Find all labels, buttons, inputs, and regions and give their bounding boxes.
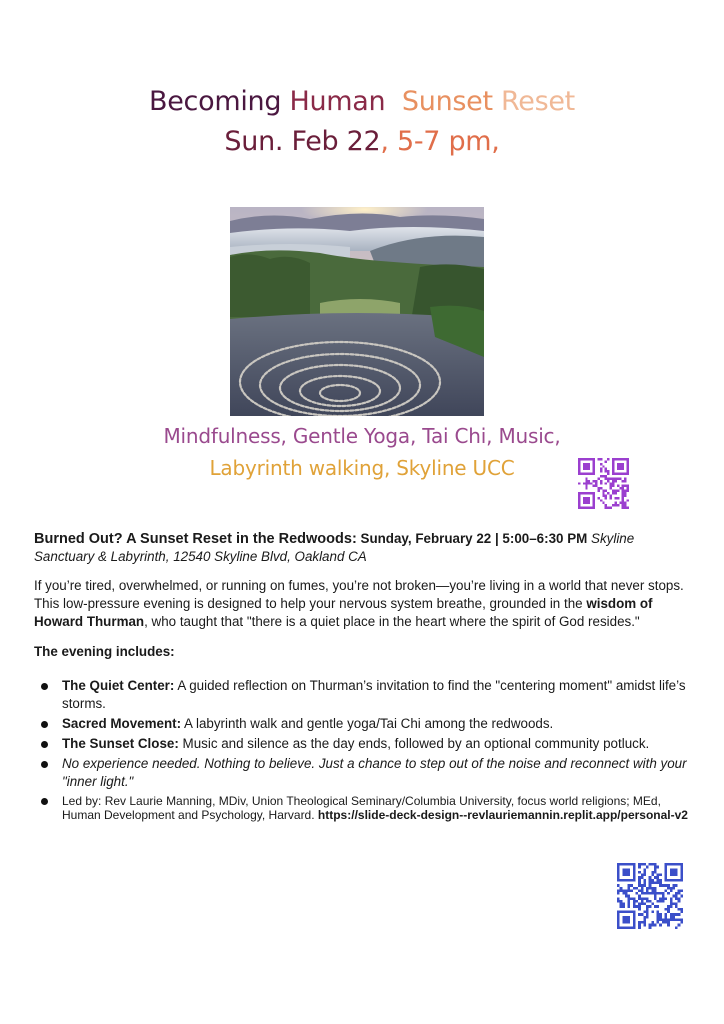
list-item-text: A guided reflection on Thurman’s invitation to find the "centering moment" amidst life’s storms. [62,678,686,711]
qr-code-icon[interactable] [578,458,629,509]
list-item [62,677,690,713]
activities-line: Mindfulness, Gentle Yoga, Tai Chi, Music, [163,424,561,448]
bullet-icon [41,721,48,728]
includes-heading: The evening includes: [34,644,175,659]
event-headline [34,530,690,566]
list-item [62,755,690,791]
page-title [0,86,724,117]
intro-part2: , who taught that "there is a quiet place in the heart where the spirit of God resides." [144,614,640,629]
list-item-text: No experience needed. Nothing to believe. Just a chance to step out of the noise and reconnect with your "inner light." [62,756,687,789]
date-part-day: Sun. Feb 22 [224,126,381,157]
location-line: Labyrinth walking, Skyline UCC [209,456,515,480]
led-by-text: Led by: Rev Laurie Manning, MDiv, Union Theological Seminary/Columbia University, focus world religions; MEd, Human Development and Psychology, Harvard. [62,794,661,822]
list-item-text: A labyrinth walk and gentle yoga/Tai Chi among the redwoods. [181,716,554,731]
intro-part1: If you’re tired, overwhelmed, or running on fumes, you’re not broken—you’re living in a world that never stops. This low-pressure evening is designed to help your nervous system breathe, grounded in the [34,578,684,611]
bullet-icon [41,741,48,748]
list-item [62,715,690,733]
date-part-time: , 5-7 pm, [380,126,500,157]
bullet-icon [41,761,48,768]
labyrinth-photo [230,207,484,416]
event-location: Skyline Sanctuary & Labyrinth, 12540 Skyline Blvd, Oakland CA [34,531,635,564]
list-item-label: The Sunset Close: [62,736,179,751]
list-item-text: Music and silence as the day ends, followed by an optional community potluck. [178,736,650,751]
title-word-sunset: Sunset [401,86,493,117]
led-by-link[interactable]: https://slide-deck-design--revlauriemannin.replit.app/personal-v2 [317,808,688,822]
bullet-icon [41,798,48,805]
bullet-icon [41,683,48,690]
title-word-human: Human [289,86,386,117]
qr-code-icon[interactable] [617,863,683,929]
event-date-title [0,126,724,157]
headline-text: Burned Out? A Sunset Reset in the Redwoods: [34,531,357,547]
intro-paragraph [34,577,690,631]
title-word-reset: Reset [501,86,575,117]
includes-list [34,677,690,822]
event-details [34,530,690,824]
event-datetime: Sunday, February 22 | 5:00–6:30 PM [360,531,588,546]
title-word-becoming: Becoming [149,86,282,117]
list-item-label: The Quiet Center: [62,678,175,693]
led-by-item [62,794,690,822]
intro-bold: wisdom of Howard Thurman [34,596,653,629]
list-item-label: Sacred Movement: [62,716,182,731]
list-item [62,735,690,753]
